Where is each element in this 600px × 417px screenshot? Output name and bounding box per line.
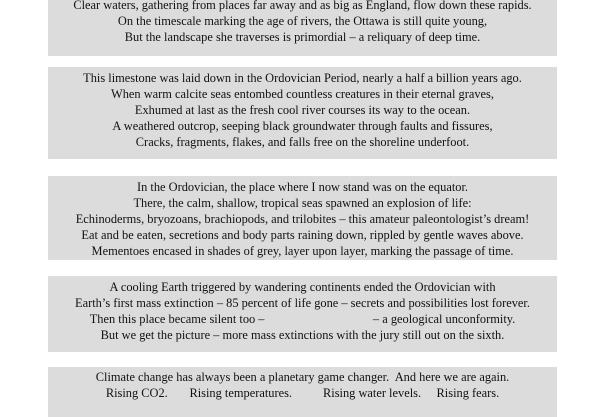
stanza-line: Cracks, fragments, flakes, and falls free on the shoreline underfoot. [135, 135, 470, 149]
stanza-line: Earth’s first mass extinction – 85 percent of life gone – secrets and possibilities lost forever. [75, 296, 530, 310]
stanza-line: But we get the picture – more mass extinctions with the jury still out on the sixth. [100, 328, 505, 342]
stanza-5 [48, 367, 557, 417]
stanza-line: Echinoderms, bryozoans, brachiopods, and trilobites – this amateur paleontologist’s dream! [75, 212, 530, 226]
stanza-line: But the landscape she traverses is primordial – a reliquary of deep time. [124, 30, 481, 44]
stanza-line: Rising CO2. Rising temperatures. Rising water levels. Rising fears. [105, 386, 500, 400]
stanza-1 [48, 0, 557, 56]
stanza-line: This limestone was laid down in the Ordovician Period, nearly a half a billion years ago. [83, 71, 522, 85]
stanza-line: When warm calcite seas entombed countless creatures in their eternal graves, [111, 87, 494, 101]
stanza-line: Climate change has always been a planetary game changer. And here we are again. [95, 370, 510, 384]
stanza-line: On the timescale marking the age of rivers, the Ottawa is still quite young, [117, 14, 488, 28]
stanza-3 [48, 176, 557, 260]
stanza-line: Then this place became silent too – – a geological unconformity. [89, 312, 516, 326]
stanza-line: Clear waters, gathering from places far away and as big as England, flow down these rapids. [73, 0, 532, 12]
stanza-4 [48, 276, 557, 352]
stanza-line: There, the calm, shallow, tropical seas spawned an explosion of life: [133, 196, 472, 210]
stanza-line: A weathered outcrop, seeping black groundwater through faults and fissures, [112, 119, 493, 133]
stanza-line: Mementoes encased in shades of grey, layer upon layer, marking the passage of time. [91, 244, 514, 258]
stanza-line: Exhumed at last as the fresh cool river courses its way to the ocean. [134, 103, 471, 117]
stanza-line: A cooling Earth triggered by wandering continents ended the Ordovician with [109, 280, 496, 294]
stanza-line: In the Ordovician, the place where I now stand was on the equator. [137, 180, 468, 194]
stanza-2 [48, 67, 557, 159]
stanza-line: Eat and be eaten, secretions and body parts raining down, rippled by gentle waves above. [81, 228, 524, 242]
